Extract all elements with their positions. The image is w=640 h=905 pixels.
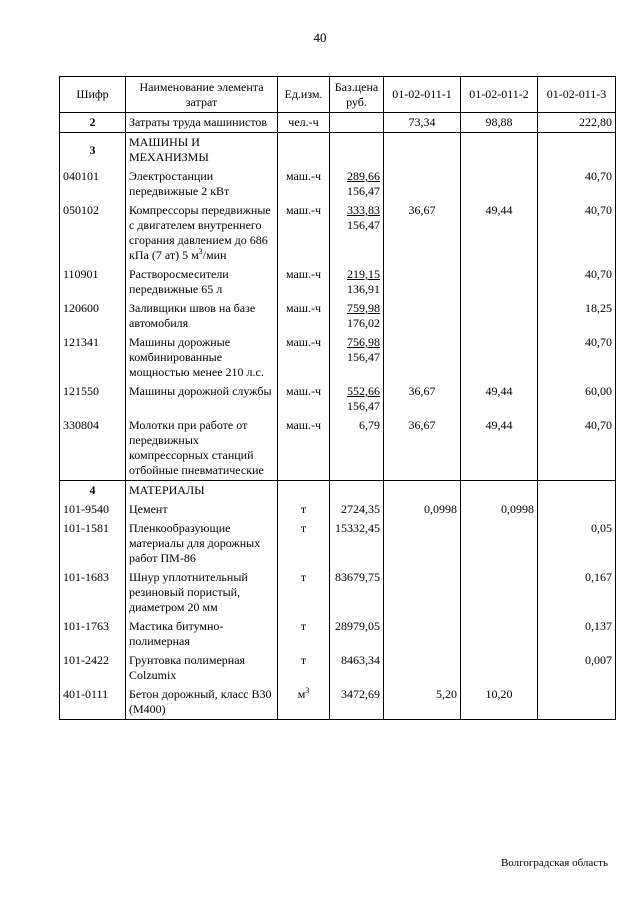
price-machine: 759,98 bbox=[347, 301, 380, 315]
row-price bbox=[330, 201, 384, 265]
page-number: 40 bbox=[313, 30, 327, 45]
table-row bbox=[60, 333, 616, 382]
price-machine: 219,15 bbox=[347, 267, 380, 281]
row-price: 8463,34 bbox=[330, 651, 384, 685]
row-code: 401-0111 bbox=[60, 685, 126, 720]
row-unit: маш.-ч bbox=[278, 416, 330, 481]
price-machine: 333,83 bbox=[347, 203, 380, 217]
row-unit: маш.-ч bbox=[278, 265, 330, 299]
row-unit: маш.-ч bbox=[278, 333, 330, 382]
table-row bbox=[60, 519, 616, 568]
table-row bbox=[60, 617, 616, 651]
section-row bbox=[60, 133, 616, 168]
row-value-3: 222,80 bbox=[538, 113, 616, 133]
section-code: 4 bbox=[60, 481, 126, 501]
row-value-1: 73,34 bbox=[384, 113, 461, 133]
resource-norms-table bbox=[59, 76, 616, 720]
section-title: МАШИНЫ И МЕХАНИЗМЫ bbox=[126, 133, 278, 168]
row-value-3: 0,007 bbox=[538, 651, 616, 685]
header-unit: Ед.изм. bbox=[278, 77, 330, 113]
row-value-1: 36,67 bbox=[384, 416, 461, 481]
table-row bbox=[60, 416, 616, 481]
row-price bbox=[330, 113, 384, 133]
row-value-2: 49,44 bbox=[461, 382, 538, 416]
footer-region: Волгоградская область bbox=[500, 857, 608, 869]
row-price bbox=[330, 299, 384, 333]
header-code: Шифр bbox=[60, 77, 126, 113]
row-name: Цемент bbox=[126, 500, 278, 519]
row-value-2: 49,44 bbox=[461, 201, 538, 265]
section-row bbox=[60, 481, 616, 501]
table-row bbox=[60, 685, 616, 720]
row-unit: т bbox=[278, 651, 330, 685]
table-row bbox=[60, 167, 616, 201]
row-value-3: 40,70 bbox=[538, 333, 616, 382]
section-code: 3 bbox=[60, 133, 126, 168]
price-operator: 156,47 bbox=[347, 218, 380, 232]
row-name: Компрессоры передвижные с двигателем внутреннего сгорания давлением до 686 кПа (7 ат) 5 $м^3$/мин bbox=[126, 201, 278, 265]
row-code: 040101 bbox=[60, 167, 126, 201]
row-value-1: 36,67 bbox=[384, 382, 461, 416]
row-code: 101-1581 bbox=[60, 519, 126, 568]
row-value-2: 10,20 bbox=[461, 685, 538, 720]
row-price: 83679,75 bbox=[330, 568, 384, 617]
row-price: 28979,05 bbox=[330, 617, 384, 651]
table-row bbox=[60, 568, 616, 617]
row-code: 121550 bbox=[60, 382, 126, 416]
price-machine: 289,66 bbox=[347, 169, 380, 183]
row-price bbox=[330, 333, 384, 382]
row-code: 101-1683 bbox=[60, 568, 126, 617]
row-unit: маш.-ч bbox=[278, 382, 330, 416]
row-name: Машины дорожные комбинированные мощностью менее 210 л.с. bbox=[126, 333, 278, 382]
row-code: 101-9540 bbox=[60, 500, 126, 519]
row-code: 101-1763 bbox=[60, 617, 126, 651]
table-row bbox=[60, 651, 616, 685]
price-operator: 136,91 bbox=[347, 282, 380, 296]
row-value-3: 0,137 bbox=[538, 617, 616, 651]
row-name: Растворосмесители передвижные 65 л bbox=[126, 265, 278, 299]
row-code: 050102 bbox=[60, 201, 126, 265]
row-name: Машины дорожной службы bbox=[126, 382, 278, 416]
price-operator: 176,02 bbox=[347, 316, 380, 330]
row-unit: маш.-ч bbox=[278, 167, 330, 201]
table-row bbox=[60, 265, 616, 299]
table-row bbox=[60, 500, 616, 519]
row-value-3: 40,70 bbox=[538, 201, 616, 265]
row-value-3: 0,05 bbox=[538, 519, 616, 568]
row-unit: т bbox=[278, 617, 330, 651]
row-value-3: 40,70 bbox=[538, 265, 616, 299]
header-col3: 01-02-011-3 bbox=[538, 77, 616, 113]
row-code: 110901 bbox=[60, 265, 126, 299]
row-name: Мастика битумно-полимерная bbox=[126, 617, 278, 651]
row-unit: $м^3$ bbox=[278, 685, 330, 720]
table-header-row bbox=[60, 77, 616, 113]
header-col1: 01-02-011-1 bbox=[384, 77, 461, 113]
row-price: 6,79 bbox=[330, 416, 384, 481]
row-code: 2 bbox=[60, 113, 126, 133]
table-row bbox=[60, 382, 616, 416]
row-unit: т bbox=[278, 500, 330, 519]
header-name: Наименование элемента затрат bbox=[126, 77, 278, 113]
row-name: Молотки при работе от передвижных компрессорных станций отбойные пневматические bbox=[126, 416, 278, 481]
row-value-2: 0,0998 bbox=[461, 500, 538, 519]
row-name: Затраты труда машинистов bbox=[126, 113, 278, 133]
row-code: 101-2422 bbox=[60, 651, 126, 685]
row-value-3: 40,70 bbox=[538, 167, 616, 201]
row-name: Заливщики швов на базе автомобиля bbox=[126, 299, 278, 333]
row-value-2: 49,44 bbox=[461, 416, 538, 481]
row-unit: т bbox=[278, 568, 330, 617]
row-price: 15332,45 bbox=[330, 519, 384, 568]
row-value-1: 5,20 bbox=[384, 685, 461, 720]
price-operator: 156,47 bbox=[347, 184, 380, 198]
row-price bbox=[330, 265, 384, 299]
row-value-1: 0,0998 bbox=[384, 500, 461, 519]
row-price: 2724,35 bbox=[330, 500, 384, 519]
price-machine: 552,66 bbox=[347, 384, 380, 398]
row-name: Грунтовка полимерная Colzumix bbox=[126, 651, 278, 685]
price-operator: 156,47 bbox=[347, 399, 380, 413]
header-price: Баз.цена руб. bbox=[330, 77, 384, 113]
row-price bbox=[330, 167, 384, 201]
row-unit: маш.-ч bbox=[278, 299, 330, 333]
row-code: 121341 bbox=[60, 333, 126, 382]
price-machine: 756,98 bbox=[347, 335, 380, 349]
row-value-3: 60,00 bbox=[538, 382, 616, 416]
row-name: Пленкообразующие материалы для дорожных работ ПМ-86 bbox=[126, 519, 278, 568]
row-code: 120600 bbox=[60, 299, 126, 333]
table-row bbox=[60, 201, 616, 265]
row-value-3: 0,167 bbox=[538, 568, 616, 617]
row-name: Электростанции передвижные 2 кВт bbox=[126, 167, 278, 201]
row-price: 3472,69 bbox=[330, 685, 384, 720]
row-value-3: 18,25 bbox=[538, 299, 616, 333]
table-row bbox=[60, 299, 616, 333]
row-code: 330804 bbox=[60, 416, 126, 481]
row-unit: чел.-ч bbox=[278, 113, 330, 133]
row-name: Шнур уплотнительный резиновый пористый, диаметром 20 мм bbox=[126, 568, 278, 617]
section-title: МАТЕРИАЛЫ bbox=[126, 481, 278, 501]
row-value-2: 98,88 bbox=[461, 113, 538, 133]
row-value-3: 40,70 bbox=[538, 416, 616, 481]
table-row bbox=[60, 113, 616, 133]
row-unit: маш.-ч bbox=[278, 201, 330, 265]
row-value-1: 36,67 bbox=[384, 201, 461, 265]
header-col2: 01-02-011-2 bbox=[461, 77, 538, 113]
price-operator: 156,47 bbox=[347, 350, 380, 364]
row-unit: т bbox=[278, 519, 330, 568]
row-price bbox=[330, 382, 384, 416]
row-name: Бетон дорожный, класс B30 (М400) bbox=[126, 685, 278, 720]
